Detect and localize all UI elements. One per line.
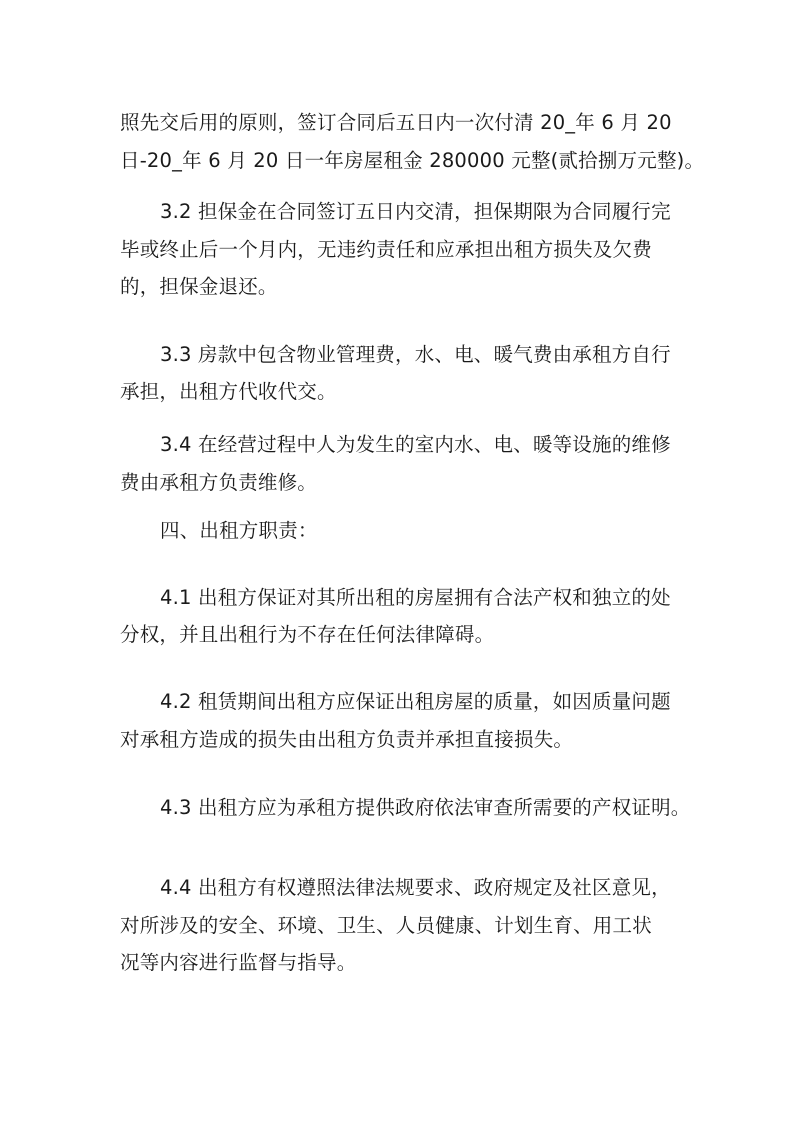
document-text-line: 况等内容进行监督与指导。 (120, 951, 357, 974)
document-text-line: 毕或终止后一个月内，无违约责任和应承担出租方损失及欠费 (120, 238, 652, 261)
document-text-line: 3.3 房款中包含物业管理费，水、电、暖气费由承租方自行 (160, 343, 671, 366)
document-text-line: 3.4 在经营过程中人为发生的室内水、电、暖等设施的维修 (160, 433, 671, 456)
document-text-line: 日-20_年 6 月 20 日一年房屋租金 280000 元整(贰拾捌万元整)。 (120, 149, 705, 172)
document-text-line: 对承租方造成的损失由出租方负责并承担直接损失。 (120, 728, 574, 751)
document-text-line: 3.2 担保金在合同签订五日内交清，担保期限为合同履行完 (160, 200, 671, 223)
document-text-line: 分权，并且出租行为不存在任何法律障碍。 (120, 623, 495, 646)
document-text-line: 4.3 出租方应为承租方提供政府依法审查所需要的产权证明。 (160, 796, 691, 819)
document-text-line: 的，担保金退还。 (120, 275, 278, 298)
document-text-line: 承担，出租方代收代交。 (120, 380, 337, 403)
document-text-line: 四、出租方职责： (160, 519, 318, 542)
document-text-line: 对所涉及的安全、环境、卫生、人员健康、计划生育、用工状 (120, 914, 652, 937)
document-text-line: 4.1 出租方保证对其所出租的房屋拥有合法产权和独立的处 (160, 586, 671, 609)
document-text-line: 4.4 出租方有权遵照法律法规要求、政府规定及社区意见， (160, 876, 671, 899)
document-text-line: 费由承租方负责维修。 (120, 471, 318, 494)
document-text-line: 4.2 租赁期间出租方应保证出租房屋的质量，如因质量问题 (160, 690, 671, 713)
document-text-line: 照先交后用的原则，签订合同后五日内一次付清 20_年 6 月 20 (120, 111, 672, 134)
